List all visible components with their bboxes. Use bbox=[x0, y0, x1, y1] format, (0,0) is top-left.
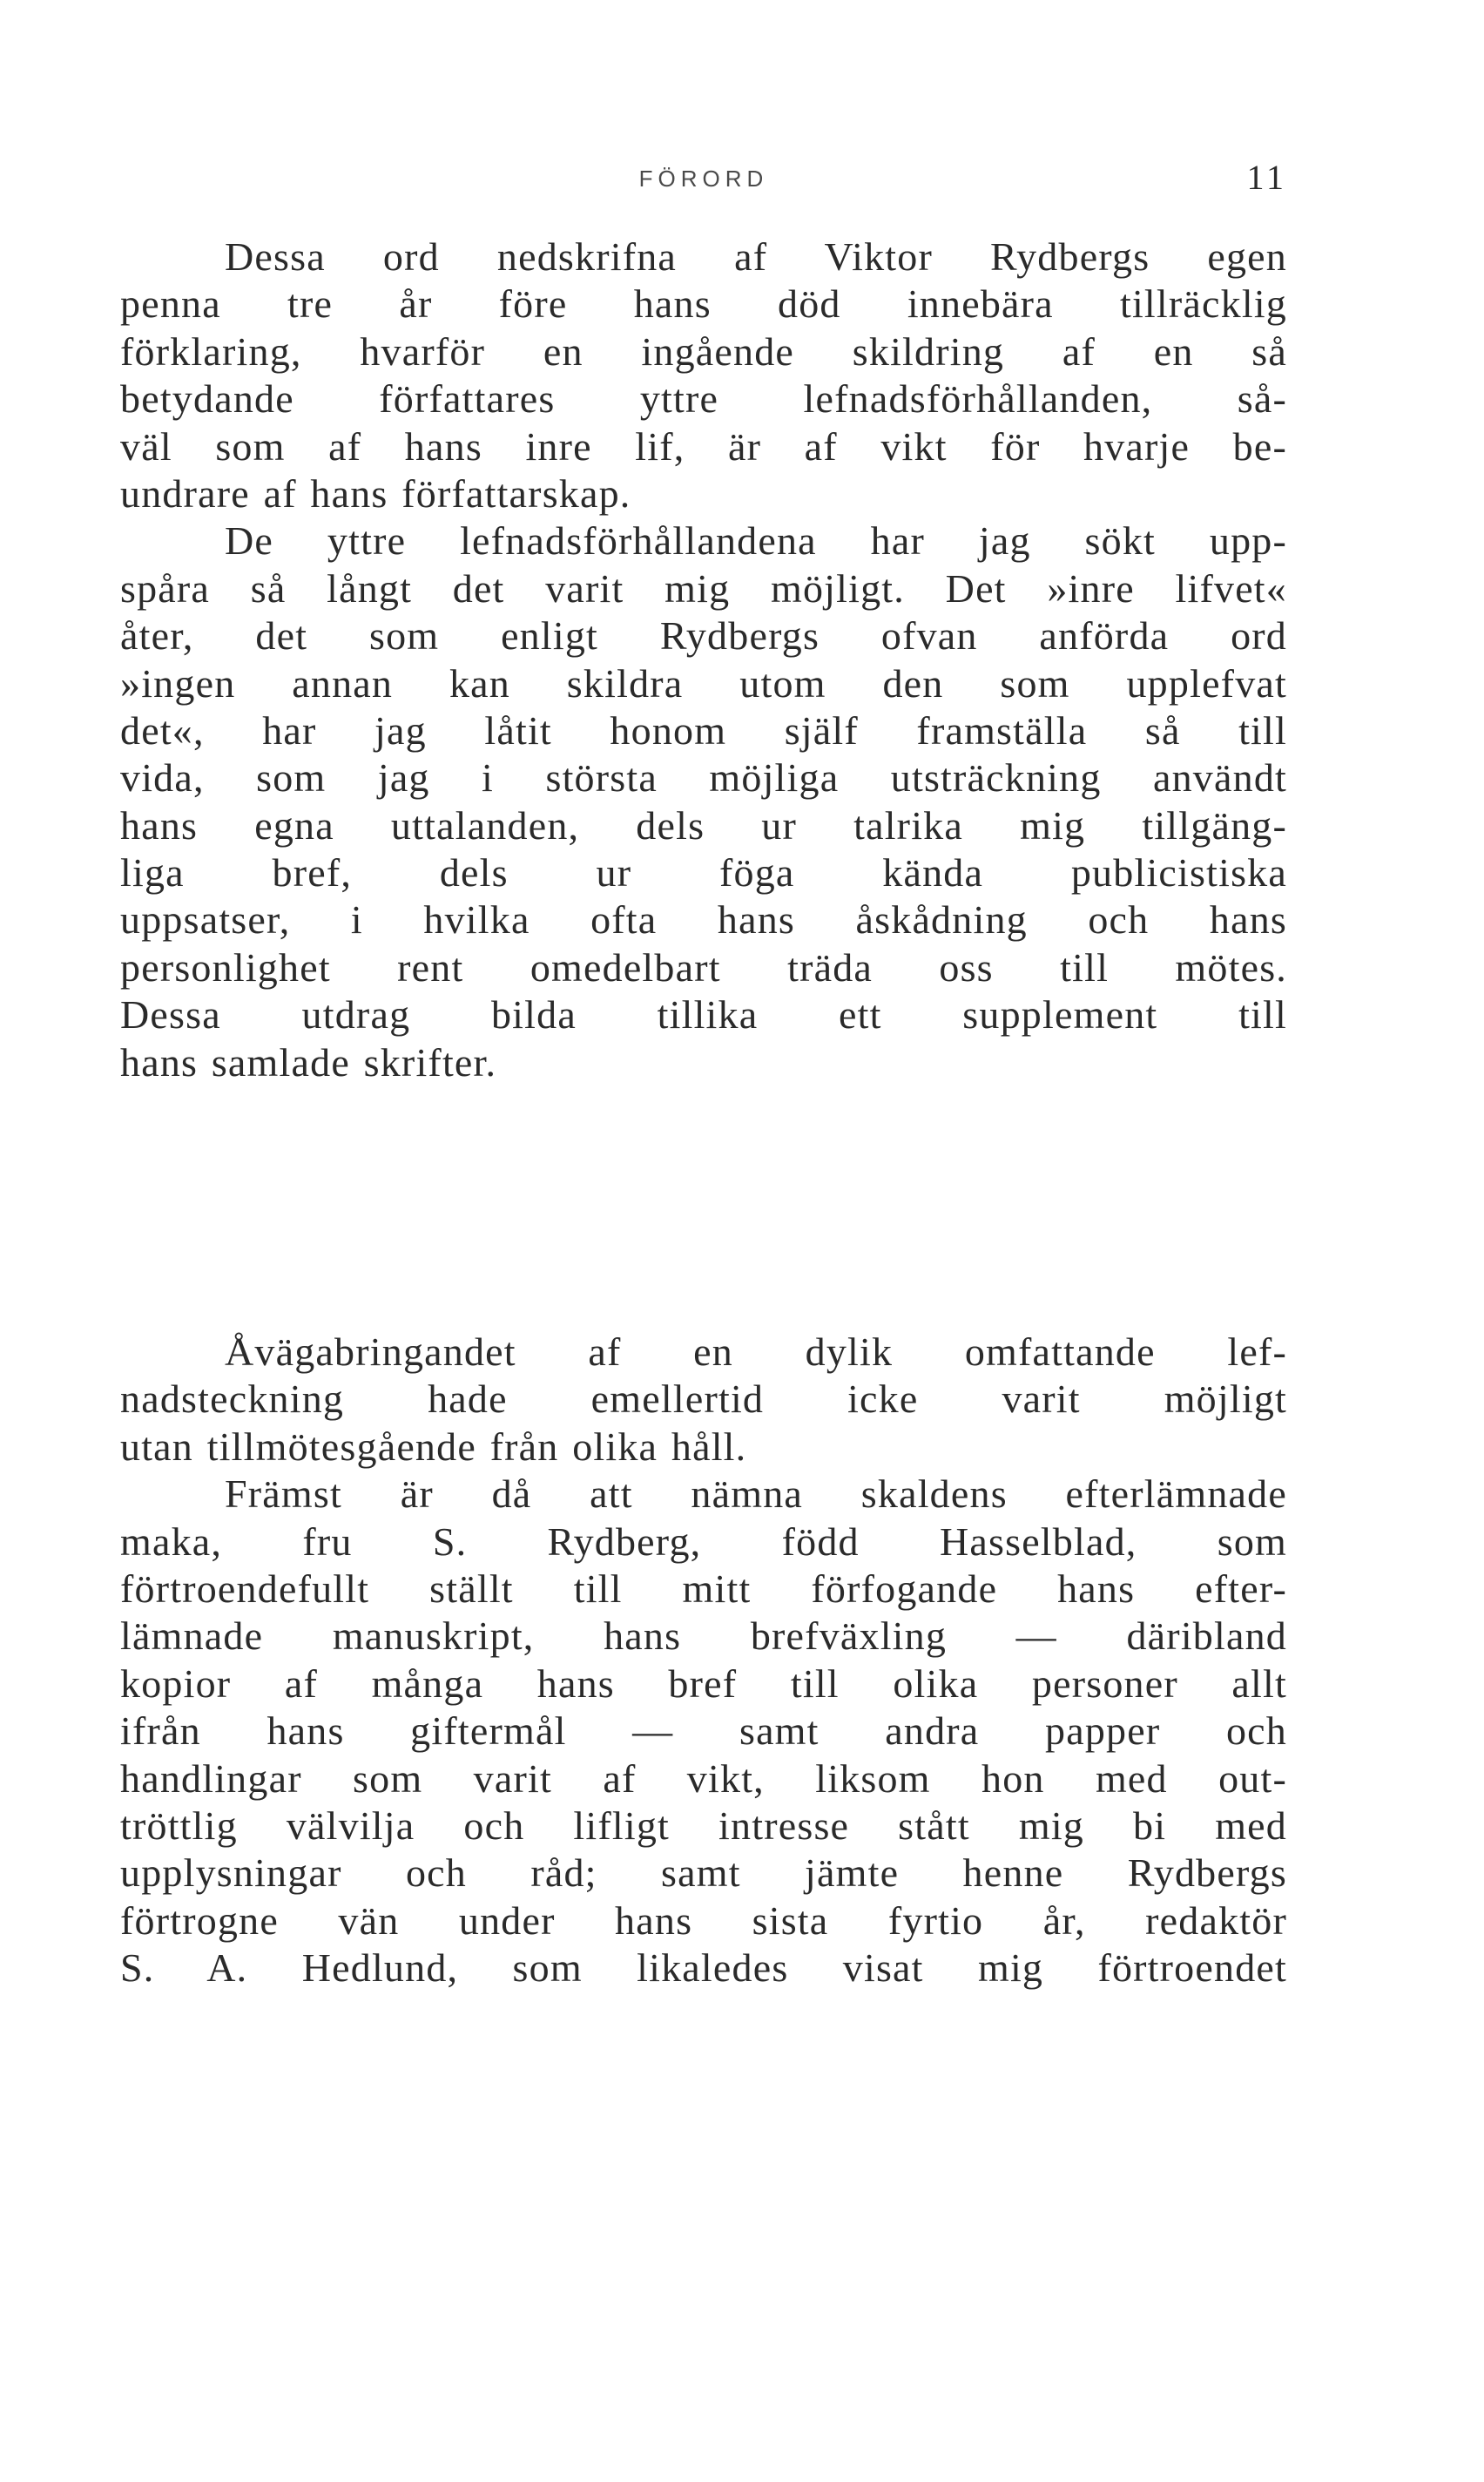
text-line: Främst är då att nämna skaldens efterlämnade bbox=[225, 1471, 1287, 1517]
text-line: betydande författares yttre lefnadsförhållanden, så- bbox=[120, 376, 1287, 422]
text-line: liga bref, dels ur föga kända publicistiska bbox=[120, 850, 1287, 896]
text-line: handlingar som varit af vikt, liksom hon med out- bbox=[120, 1755, 1287, 1801]
text-line: Åvägabringandet af en dylik omfattande lef- bbox=[225, 1329, 1287, 1374]
text-line: lämnade manuskript, hans brefväxling — däribland bbox=[120, 1613, 1287, 1659]
text-line: Dessa utdrag bilda tillika ett supplement till bbox=[120, 992, 1287, 1038]
text-line: hans samlade skrifter. bbox=[120, 1039, 497, 1085]
text-line: förklaring, hvarför en ingående skildring af en så bbox=[120, 328, 1287, 374]
running-head bbox=[120, 157, 1287, 209]
paragraph-2 bbox=[120, 1329, 1287, 1992]
text-line: Dessa ord nedskrifna af Viktor Rydbergs egen bbox=[225, 234, 1287, 279]
text-line: »ingen annan kan skildra utom den som upplefvat bbox=[120, 660, 1287, 706]
page-number: 11 bbox=[1246, 158, 1287, 197]
text-line: undrare af hans författarskap. bbox=[120, 470, 631, 516]
paragraph-1 bbox=[120, 233, 1287, 1086]
text-line: väl som af hans inre lif, är af vikt för hvarje be- bbox=[120, 423, 1287, 469]
text-line: penna tre år före hans död innebära tillräcklig bbox=[120, 281, 1287, 327]
text-line: tröttlig välvilja och lifligt intresse stått mig bi med bbox=[120, 1802, 1287, 1848]
text-line: förtrogne vän under hans sista fyrtio år, redaktör bbox=[120, 1897, 1287, 1943]
running-head-title: FÖRORD bbox=[638, 166, 769, 192]
text-line: personlighet rent omedelbart träda oss till mötes. bbox=[120, 944, 1287, 990]
text-line: åter, det som enligt Rydbergs ofvan anförda ord bbox=[120, 613, 1287, 659]
text-line: S. A. Hedlund, som likaledes visat mig förtroendet bbox=[120, 1945, 1287, 1991]
text-line: uppsatser, i hvilka ofta hans åskådning och hans bbox=[120, 897, 1287, 943]
text-line: utan tillmötesgående från olika håll. bbox=[120, 1424, 747, 1469]
text-line: kopior af många hans bref till olika personer allt bbox=[120, 1660, 1287, 1706]
text-line: ifrån hans giftermål — samt andra papper och bbox=[120, 1708, 1287, 1754]
text-line: vida, som jag i största möjliga utsträckning användt bbox=[120, 755, 1287, 801]
text-line: maka, fru S. Rydberg, född Hasselblad, som bbox=[120, 1518, 1287, 1564]
text-line: nadsteckning hade emellertid icke varit möjligt bbox=[120, 1376, 1287, 1422]
text-line: upplysningar och råd; samt jämte henne Rydbergs bbox=[120, 1850, 1287, 1896]
text-line: förtroendefullt ställt till mitt förfogande hans efter- bbox=[120, 1566, 1287, 1611]
text-line: De yttre lefnadsförhållandena har jag sökt upp- bbox=[225, 518, 1287, 564]
text-line: spåra så långt det varit mig möjligt. Det »inre lifvet« bbox=[120, 565, 1287, 611]
text-line: hans egna uttalanden, dels ur talrika mig tillgäng- bbox=[120, 802, 1287, 848]
text-line: det«, har jag låtit honom själf framställa så till bbox=[120, 707, 1287, 753]
